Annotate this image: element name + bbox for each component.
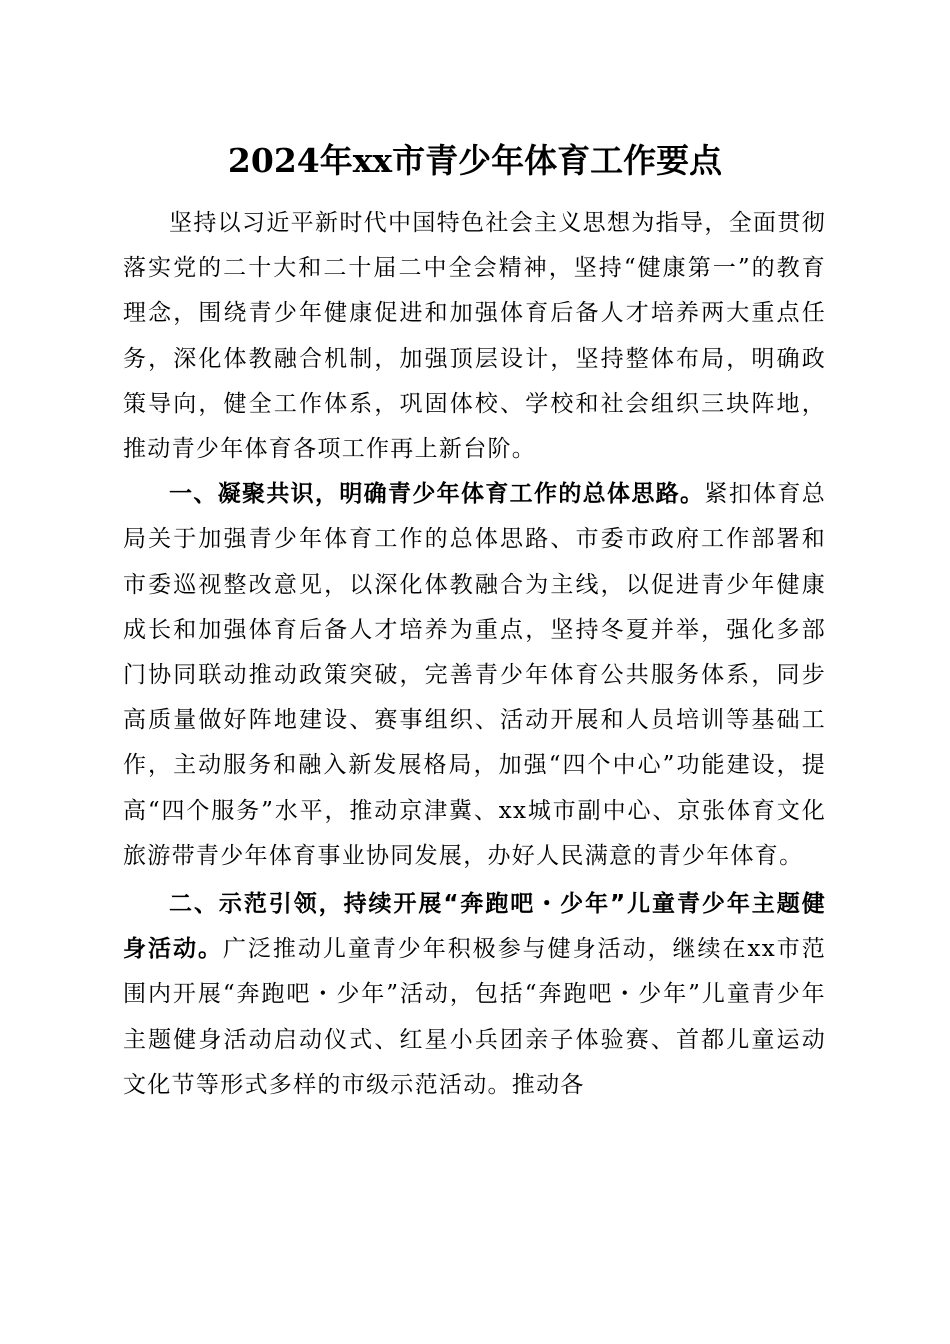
section-1-text: 紧扣体育总局关于加强青少年体育工作的总体思路、市委市政府工作部署和市委巡视整改意见，以深化体教融合为主线，以促进青少年健康成长和加强体育后备人才培养为重点，坚持冬夏并举，强化多部门协同联动推动政策突破，完善青少年体育公共服务体系，同步高质量做好阵地建设、赛事组织、活动开展和人员培训等基础工作，主动服务和融入新发展格局，加强“四个中心”功能建设，提高“四个服务”水平，推动京津冀、xx城市副中心、京张体育文化旅游带青少年体育事业协同发展，办好人民满意的青少年体育。 [123,481,826,869]
document-title: 2024年xx市青少年体育工作要点 [227,141,723,180]
section-2-heading: 二、示范引领，持续开展“奔跑吧・少年”儿童青少年主题健身活动。 [123,891,826,963]
section-1-paragraph [123,472,826,879]
intro-paragraph: 坚持以习近平新时代中国特色社会主义思想为指导，全面贯彻落实党的二十大和二十届二中全会精神，坚持“健康第一”的教育理念，围绕青少年健康促进和加强体育后备人才培养两大重点任务，深化体教融合机制，加强顶层设计，坚持整体布局，明确政策导向，健全工作体系，巩固体校、学校和社会组织三块阵地，推动青少年体育各项工作再上新台阶。 [123,210,826,463]
document-body [123,201,826,1108]
section-2-text: 广泛推动儿童青少年积极参与健身活动，继续在xx市范围内开展“奔跑吧・少年”活动，包括“奔跑吧・少年”儿童青少年主题健身活动启动仪式、红星小兵团亲子体验赛、首都儿童运动文化节等形式多样的市级示范活动。推动各 [123,936,826,1098]
section-1-heading: 一、凝聚共识，明确青少年体育工作的总体思路。 [169,481,705,508]
section-2-paragraph [123,882,826,1108]
